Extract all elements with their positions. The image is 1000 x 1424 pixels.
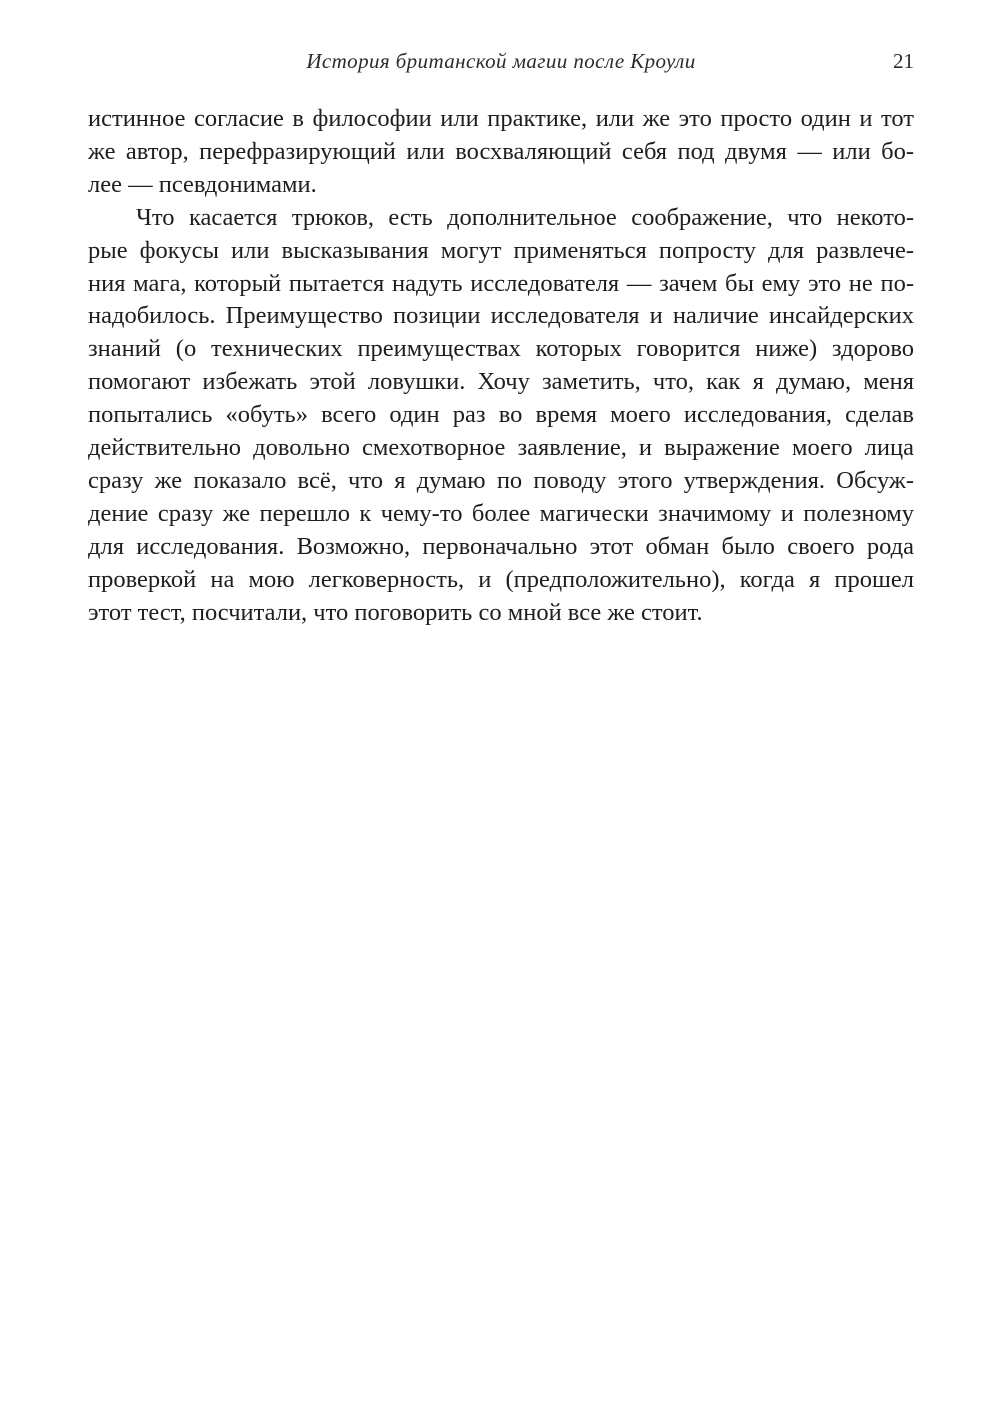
text-line: Что касается трюков, есть дополнительное соображение, что некото- — [136, 203, 914, 231]
text-line: этот тест, посчитали, что поговорить со мной все же стоит. — [88, 598, 703, 626]
text-line: попытались «обуть» всего один раз во время моего исследования, сделав — [88, 401, 914, 429]
body-text — [88, 103, 914, 630]
text-line: дение сразу же перешло к чему-то более магически значимому и полезному — [88, 499, 914, 527]
text-line: помогают избежать этой ловушки. Хочу заметить, что, как я думаю, меня — [88, 368, 914, 396]
text-line: для исследования. Возможно, первоначально этот обман было своего рода — [88, 532, 914, 560]
page-number: 21 — [893, 49, 914, 73]
text-line: ния мага, который пытается надуть исследователя — зачем бы ему это не по- — [88, 269, 914, 297]
running-title: История британской магии после Кроули — [306, 49, 696, 73]
text-line: надобилось. Преимущество позиции исследователя и наличие инсайдерских — [88, 302, 914, 330]
text-line: проверкой на мою легковерность, и (предположительно), когда я прошел — [88, 565, 914, 593]
paragraph-1 — [88, 103, 914, 202]
text-line: же автор, перефразирующий или восхваляющий себя под двумя — или бо- — [88, 137, 914, 165]
running-head — [88, 46, 914, 76]
text-line: знаний (о технических преимуществах которых говорится ниже) здорово — [88, 335, 914, 363]
text-line: истинное согласие в философии или практике, или же это просто один и тот — [88, 105, 914, 132]
paragraph-2 — [88, 202, 914, 630]
text-line: действительно довольно смехотворное заявление, и выражение моего лица — [88, 434, 914, 462]
text-line: сразу же показало всё, что я думаю по поводу этого утверждения. Обсуж- — [88, 466, 914, 494]
text-line: рые фокусы или высказывания могут применяться попросту для развлече- — [88, 236, 914, 264]
text-line: лее — псевдонимами. — [88, 170, 317, 198]
